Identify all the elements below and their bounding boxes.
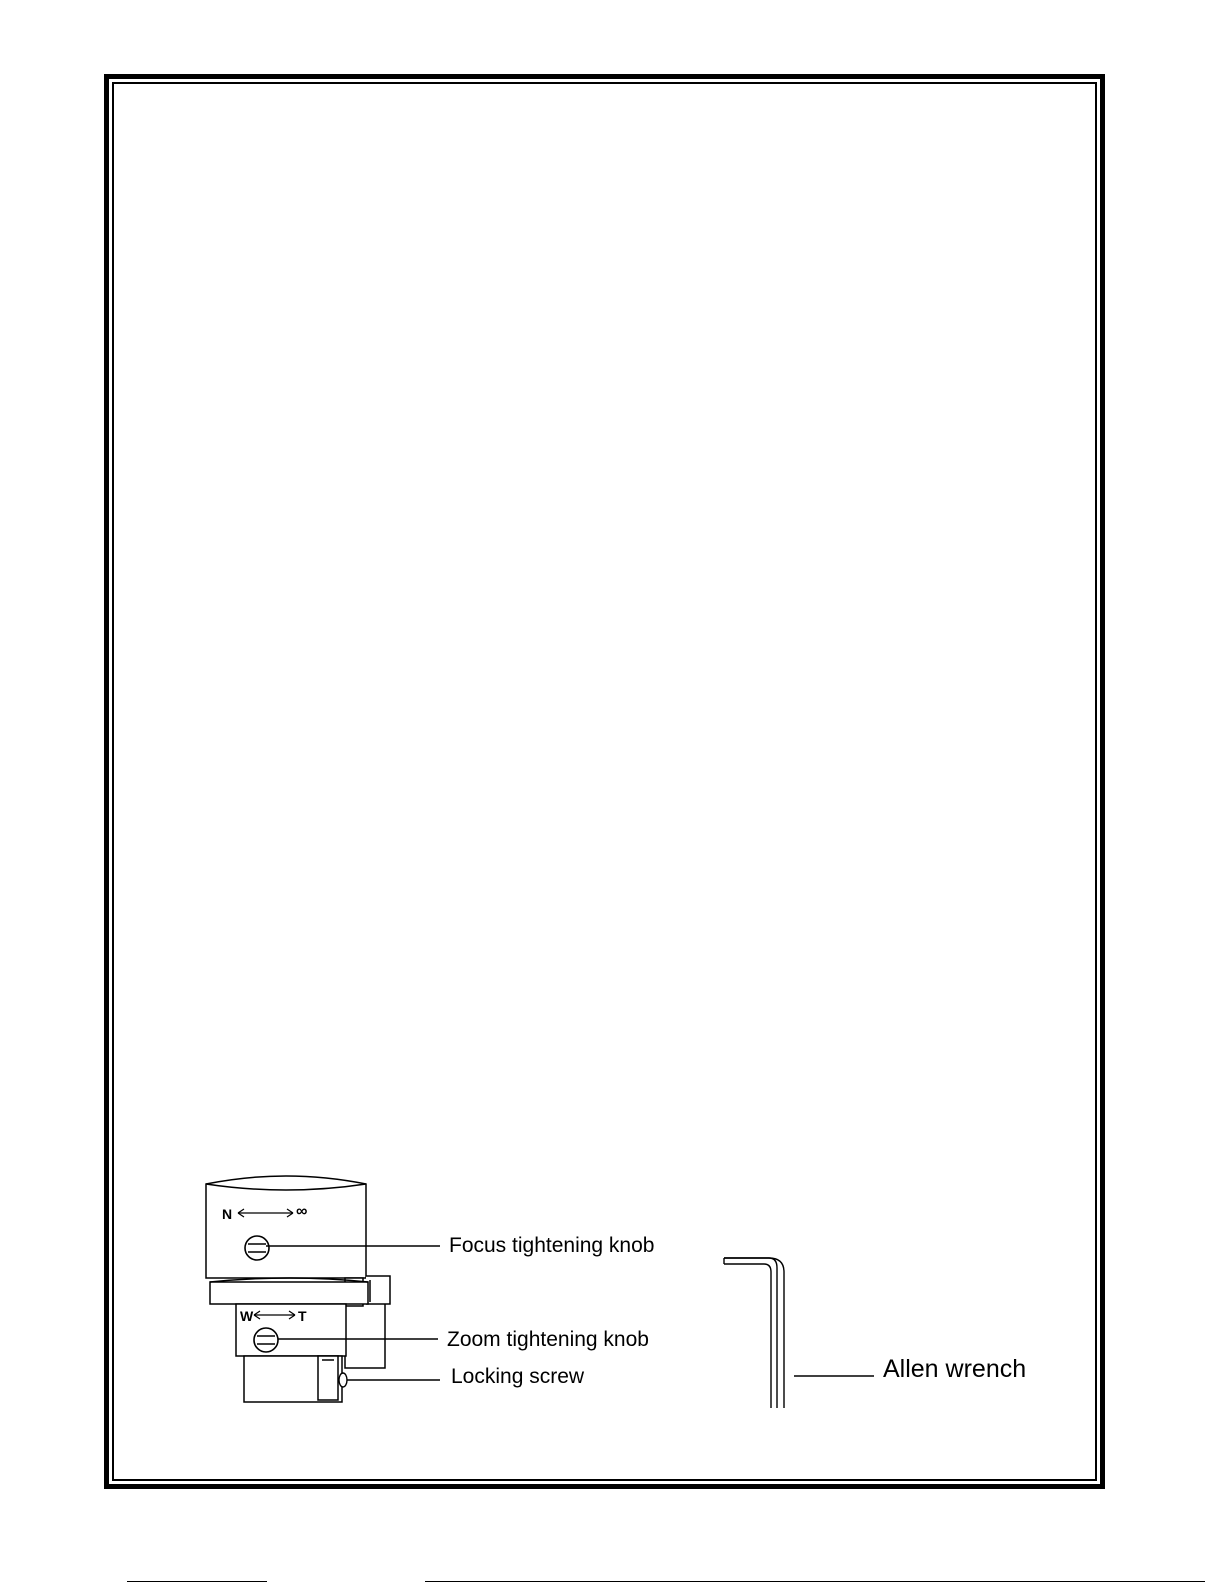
near-mark: N	[222, 1206, 233, 1222]
locking-screw-icon	[339, 1373, 347, 1387]
zoom-knob-icon	[254, 1328, 278, 1352]
footer-rule-right	[425, 1581, 1205, 1582]
infinity-mark: ∞	[296, 1203, 308, 1220]
wide-mark: W	[240, 1308, 254, 1324]
focus-knob-icon	[245, 1236, 269, 1260]
zoom-knob-label: Zoom tightening knob	[447, 1328, 649, 1351]
tele-mark: T	[298, 1308, 307, 1324]
footer-rule-left	[127, 1581, 267, 1582]
allen-wrench-icon	[724, 1258, 784, 1408]
focus-knob-label: Focus tightening knob	[449, 1234, 655, 1257]
locking-screw-label: Locking screw	[451, 1365, 585, 1388]
allen-wrench-label: Allen wrench	[883, 1355, 1027, 1383]
